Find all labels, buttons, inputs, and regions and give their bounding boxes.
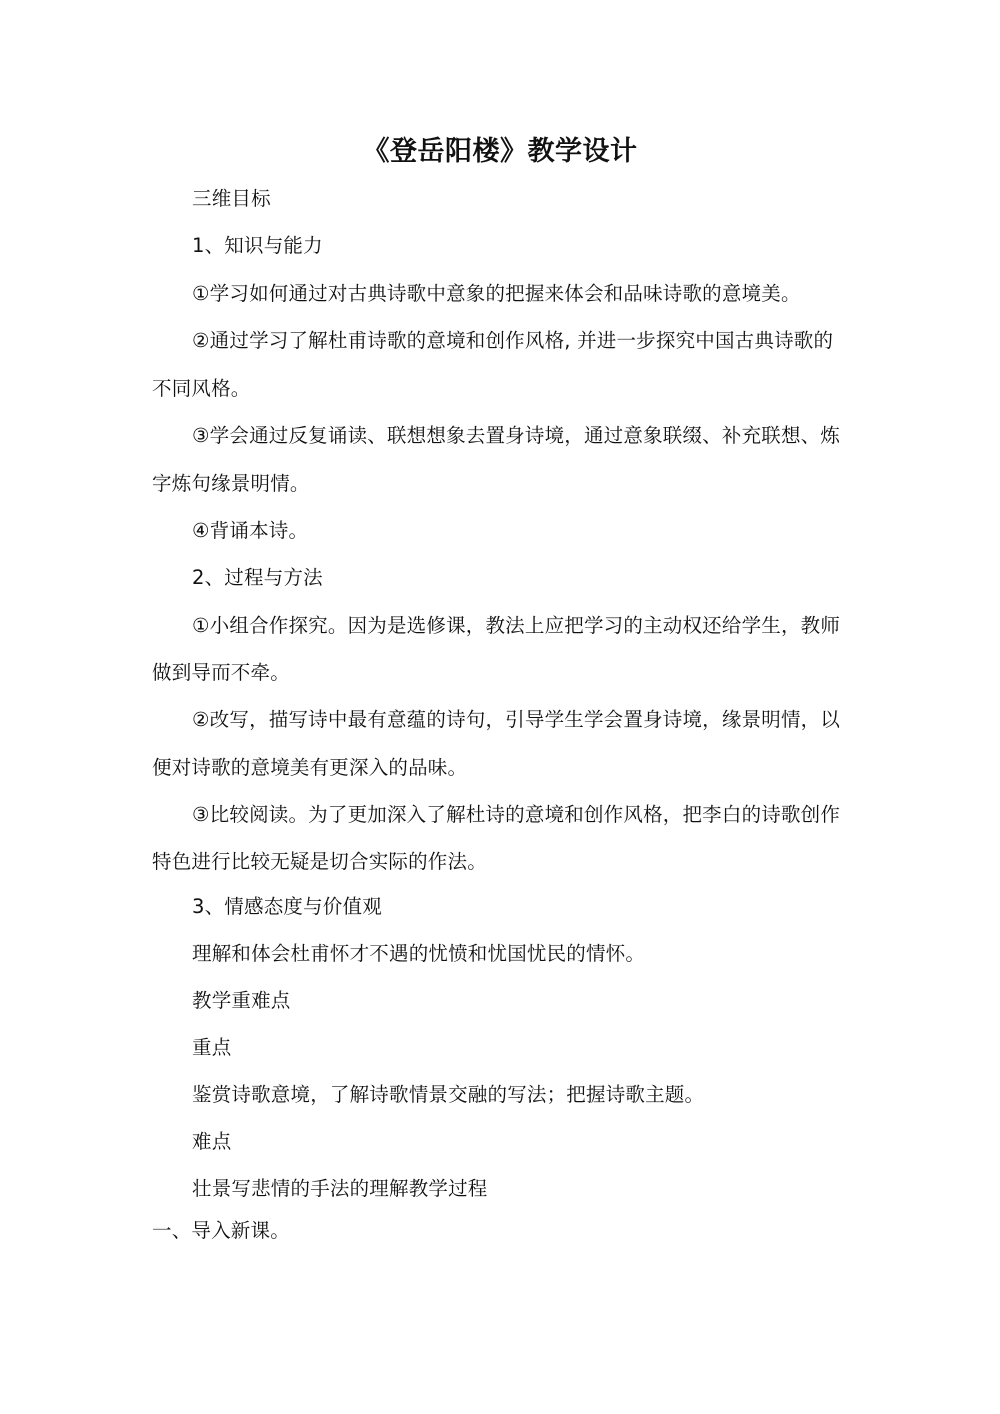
paragraph-line: 做到导而不牵。 xyxy=(152,661,290,684)
paragraph-line: 难点 xyxy=(192,1130,232,1153)
paragraph-line: 2、过程与方法 xyxy=(192,566,323,589)
paragraph-line: ②改写，描写诗中最有意蕴的诗句，引导学生学会置身诗境，缘景明情，以 xyxy=(192,708,841,731)
paragraph-line: ①小组合作探究。因为是选修课，教法上应把学习的主动权还给学生，教师 xyxy=(192,614,841,637)
document-title: 《登岳阳楼》教学设计 xyxy=(362,136,638,167)
paragraph-line: 不同风格。 xyxy=(152,377,251,400)
paragraph-line: 3、情感态度与价值观 xyxy=(192,895,382,918)
paragraph-line: 理解和体会杜甫怀才不遇的忧愤和忧国忧民的情怀。 xyxy=(192,942,646,965)
paragraph-line: ③学会通过反复诵读、联想想象去置身诗境，通过意象联缀、补充联想、炼 xyxy=(192,424,841,447)
paragraph-line: ④背诵本诗。 xyxy=(192,519,309,542)
paragraph-line: 鉴赏诗歌意境，了解诗歌情景交融的写法；把握诗歌主题。 xyxy=(192,1083,705,1106)
paragraph-line: 字炼句缘景明情。 xyxy=(152,472,310,495)
paragraph-line: ③比较阅读。为了更加深入了解杜诗的意境和创作风格，把李白的诗歌创作 xyxy=(192,803,841,826)
paragraph-line: 三维目标 xyxy=(192,187,271,210)
paragraph-line: 一、导入新课。 xyxy=(152,1219,290,1242)
paragraph-line: ②通过学习了解杜甫诗歌的意境和创作风格, 并进一步探究中国古典诗歌的 xyxy=(192,329,834,352)
paragraph-line: 壮景写悲情的手法的理解教学过程 xyxy=(192,1177,488,1200)
paragraph-line: 1、知识与能力 xyxy=(192,234,323,257)
paragraph-line: 教学重难点 xyxy=(192,989,291,1012)
paragraph-line: 特色进行比较无疑是切合实际的作法。 xyxy=(152,850,487,873)
paragraph-line: 重点 xyxy=(192,1036,232,1059)
paragraph-line: 便对诗歌的意境美有更深入的品味。 xyxy=(152,756,468,779)
paragraph-line: ①学习如何通过对古典诗歌中意象的把握来体会和品味诗歌的意境美。 xyxy=(192,282,801,305)
